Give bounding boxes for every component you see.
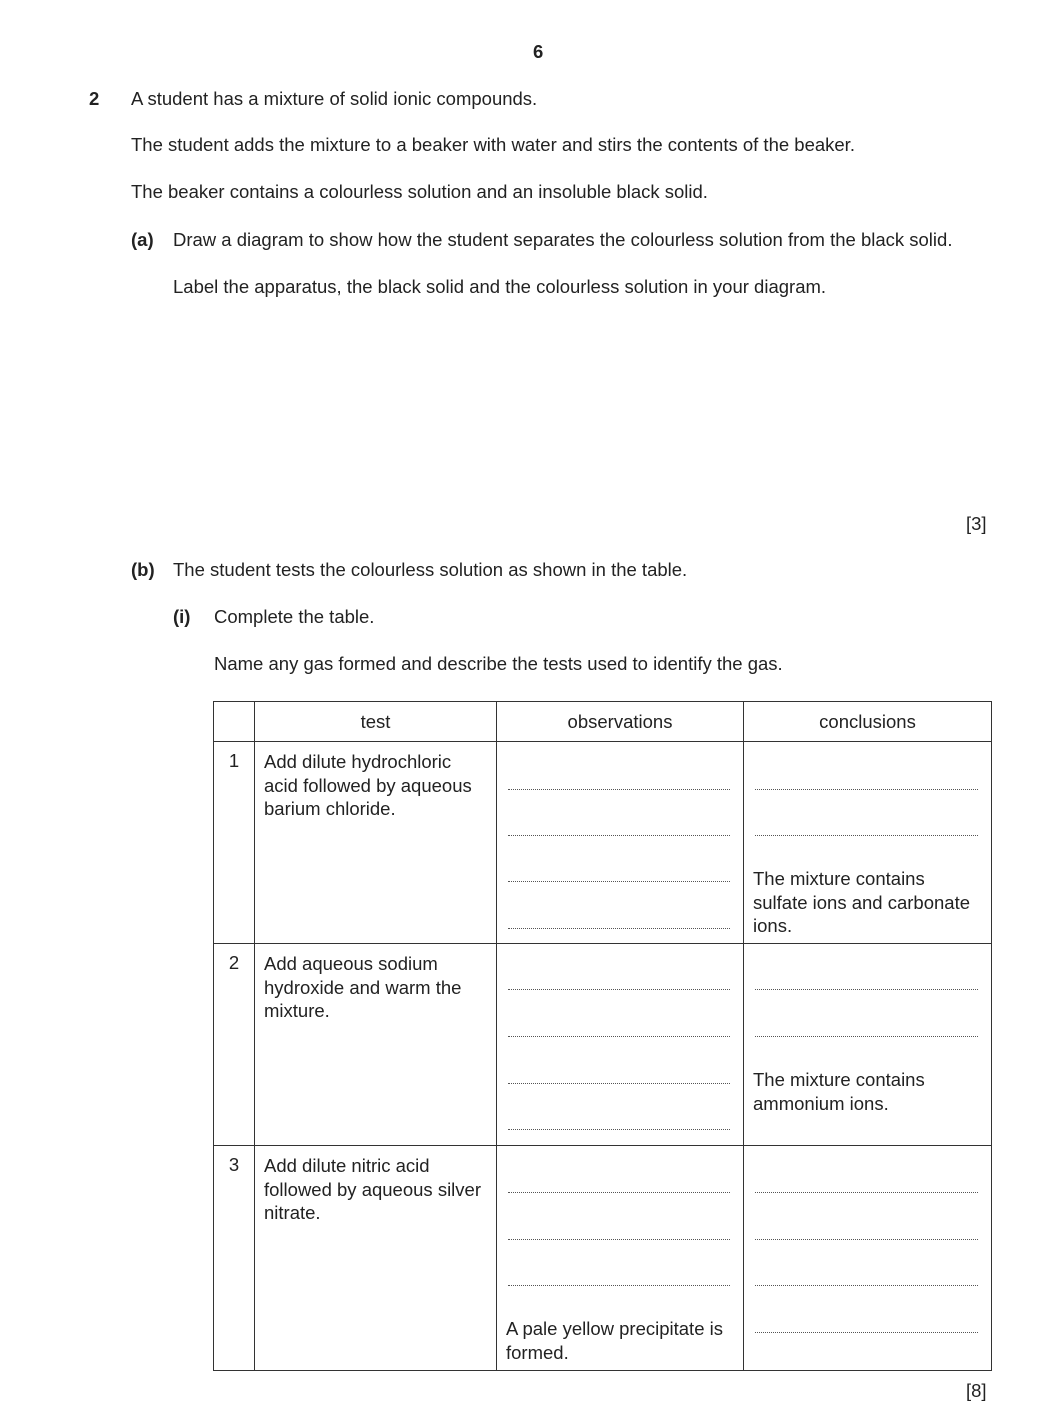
answer-line[interactable]	[755, 1239, 978, 1240]
conclusion-cell[interactable]	[744, 742, 992, 944]
test-description: Add dilute nitric acid followed by aqueous silver nitrate.	[264, 1155, 481, 1223]
answer-line[interactable]	[755, 1192, 978, 1193]
answer-line[interactable]	[755, 989, 978, 990]
answer-line[interactable]	[755, 1332, 978, 1333]
part-b-label: (b)	[131, 559, 155, 580]
part-a-marks: [3]	[966, 513, 987, 534]
answer-line[interactable]	[508, 989, 730, 990]
row-number-cell	[214, 742, 255, 944]
page-number: 6	[533, 41, 544, 62]
header-observations: observations	[497, 702, 744, 742]
answer-line[interactable]	[508, 1239, 730, 1240]
row-number-cell	[214, 944, 255, 1146]
part-a-instruction-2: Label the apparatus, the black solid and the colourless solution in your diagram.	[173, 276, 827, 297]
question-intro-line-3: The beaker contains a colourless solution and an insoluble black solid.	[131, 181, 708, 202]
observation-cell[interactable]	[497, 1146, 744, 1371]
question-intro-line-1: A student has a mixture of solid ionic compounds.	[131, 88, 538, 109]
row-number-cell	[214, 1146, 255, 1371]
part-a-label: (a)	[131, 229, 154, 250]
answer-line[interactable]	[508, 789, 730, 790]
conclusion-given: The mixture contains ammonium ions.	[753, 1069, 925, 1114]
answer-line[interactable]	[508, 1192, 730, 1193]
part-b-marks: [8]	[966, 1380, 987, 1401]
answer-line[interactable]	[508, 1129, 730, 1130]
header-conclusions: conclusions	[744, 702, 992, 742]
answer-line[interactable]	[508, 1083, 730, 1084]
question-number: 2	[89, 88, 100, 109]
part-b-instruction: The student tests the colourless solution as shown in the table.	[173, 559, 688, 580]
table-row	[214, 944, 992, 1146]
part-a-instruction: Draw a diagram to show how the student separates the colourless solution from the black solid.	[173, 229, 953, 250]
test-cell	[255, 944, 497, 1146]
answer-line[interactable]	[755, 1285, 978, 1286]
answer-line[interactable]	[755, 835, 978, 836]
conclusion-cell[interactable]	[744, 944, 992, 1146]
observation-given: A pale yellow precipitate is formed.	[506, 1318, 723, 1363]
test-cell	[255, 742, 497, 944]
answer-line[interactable]	[508, 835, 730, 836]
observation-cell[interactable]	[497, 944, 744, 1146]
answer-line[interactable]	[755, 789, 978, 790]
diagram-answer-area[interactable]	[173, 310, 991, 505]
row-number: 1	[228, 750, 240, 771]
part-b-i-instruction-2: Name any gas formed and describe the tests used to identify the gas.	[214, 653, 783, 674]
row-number: 3	[228, 1154, 240, 1175]
answer-line[interactable]	[508, 1036, 730, 1037]
header-number	[214, 702, 255, 742]
answer-line[interactable]	[508, 1285, 730, 1286]
table-row	[214, 1146, 992, 1371]
question-intro-line-2: The student adds the mixture to a beaker with water and stirs the contents of the beaker.	[131, 134, 855, 155]
header-test: test	[255, 702, 497, 742]
part-b-i-label: (i)	[173, 606, 191, 627]
table-header-row	[214, 702, 992, 742]
part-b-i-instruction: Complete the table.	[214, 606, 375, 627]
row-number: 2	[228, 952, 240, 973]
test-description: Add dilute hydrochloric acid followed by aqueous barium chloride.	[264, 751, 472, 819]
tests-table	[213, 701, 992, 1371]
answer-line[interactable]	[755, 1036, 978, 1037]
table-row	[214, 742, 992, 944]
answer-line[interactable]	[508, 928, 730, 929]
observation-cell[interactable]	[497, 742, 744, 944]
test-description: Add aqueous sodium hydroxide and warm the mixture.	[264, 953, 462, 1021]
answer-line[interactable]	[508, 881, 730, 882]
conclusion-given: The mixture contains sulfate ions and carbonate ions.	[753, 868, 971, 936]
test-cell	[255, 1146, 497, 1371]
conclusion-cell[interactable]	[744, 1146, 992, 1371]
